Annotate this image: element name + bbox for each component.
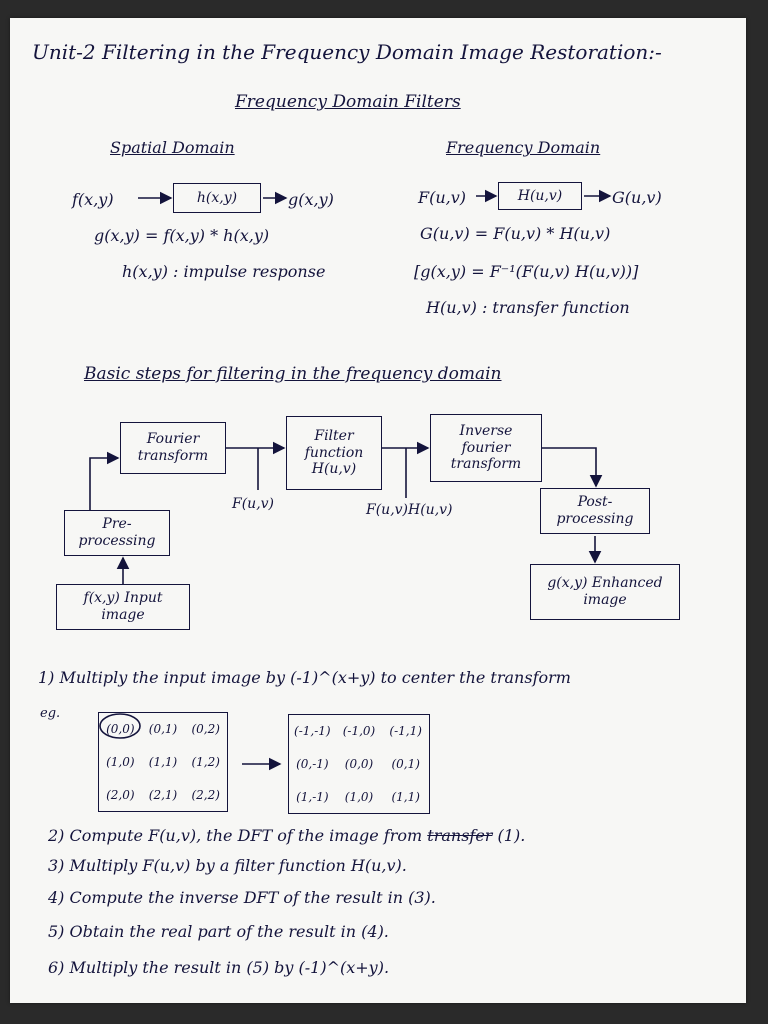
frequency-output: G(u,v) <box>612 188 662 207</box>
pre-processing-box: Pre-processing <box>64 510 170 556</box>
step-4: 4) Compute the inverse DFT of the result in (3). <box>48 888 436 907</box>
frequency-inverse-equation: [g(x,y) = F⁻¹(F(u,v) H(u,v))] <box>414 262 639 281</box>
matrix-cell: (-1,1) <box>389 724 422 739</box>
matrix-cell: (0,1) <box>391 756 420 771</box>
inverse-fourier-box: Inverse fourier transform <box>430 414 542 482</box>
step-5: 5) Obtain the real part of the result in (4). <box>48 922 389 941</box>
notebook-page <box>10 18 746 1003</box>
input-image-box: f(x,y) Input image <box>56 584 190 630</box>
fourier-transform-box: Fourier transform <box>120 422 226 474</box>
diagram-arrows <box>10 18 746 1003</box>
frequency-transfer-note: H(u,v) : transfer function <box>426 298 630 317</box>
basic-steps-header: Basic steps for filtering in the frequency domain <box>84 364 502 384</box>
label-fuv-huv: F(u,v)H(u,v) <box>366 502 453 518</box>
section-subtitle: Frequency Domain Filters <box>235 92 461 112</box>
label-fuv: F(u,v) <box>232 496 275 512</box>
enhanced-image-box: g(x,y) Enhanced image <box>530 564 680 620</box>
matrix-cell: (-1,0) <box>342 724 376 739</box>
matrix-cell: (0,-1) <box>296 756 329 771</box>
spatial-impulse-note: h(x,y) : impulse response <box>122 262 326 281</box>
frequency-equation: G(u,v) = F(u,v) * H(u,v) <box>420 224 611 243</box>
matrix-cell: (2,2) <box>191 787 220 802</box>
step-6: 6) Multiply the result in (5) by (-1)^(x+y). <box>48 958 390 977</box>
page-title: Unit-2 Filtering in the Frequency Domain Image Restoration:- <box>32 40 662 64</box>
step-1: 1) Multiply the input image by (-1)^(x+y) to center the transform <box>38 668 571 687</box>
matrix-cell: (1,1) <box>148 754 178 769</box>
step-2-text: 2) Compute F(u,v), the DFT of the image from <box>48 826 423 845</box>
matrix-cell: (0,1) <box>148 722 178 737</box>
step-2-struck-word: transfer <box>427 826 493 845</box>
matrix-cell: (0,2) <box>191 722 220 737</box>
spatial-output: g(x,y) <box>288 190 334 209</box>
frequency-domain-header: Frequency Domain <box>446 138 601 157</box>
frequency-filter-box: H(u,v) <box>498 182 582 210</box>
matrix-cell: (2,0) <box>106 787 135 802</box>
frequency-input: F(u,v) <box>418 188 467 207</box>
step-3: 3) Multiply F(u,v) by a filter function H(u,v). <box>48 856 407 875</box>
matrix-cell: (1,-1) <box>296 789 329 804</box>
matrix-cell: (1,2) <box>191 754 220 769</box>
spatial-equation: g(x,y) = f(x,y) * h(x,y) <box>94 226 270 245</box>
matrix-cell: (-1,-1) <box>294 724 331 739</box>
spatial-domain-header: Spatial Domain <box>110 138 235 157</box>
step-2-end: (1). <box>497 826 526 845</box>
example-label: eg. <box>40 706 61 721</box>
matrix-cell: (0,0) <box>106 722 135 737</box>
spatial-filter-box: h(x,y) <box>173 183 261 213</box>
post-processing-box: Post-processing <box>540 488 650 534</box>
matrix-cell: (1,0) <box>344 789 374 804</box>
matrix-cell: (0,0) <box>344 756 374 771</box>
spatial-input: f(x,y) <box>72 190 114 209</box>
matrix-cell: (1,1) <box>391 789 420 804</box>
filter-function-box: Filter function H(u,v) <box>286 416 382 490</box>
matrix-cell: (1,0) <box>106 754 135 769</box>
matrix-cell: (2,1) <box>148 787 178 802</box>
